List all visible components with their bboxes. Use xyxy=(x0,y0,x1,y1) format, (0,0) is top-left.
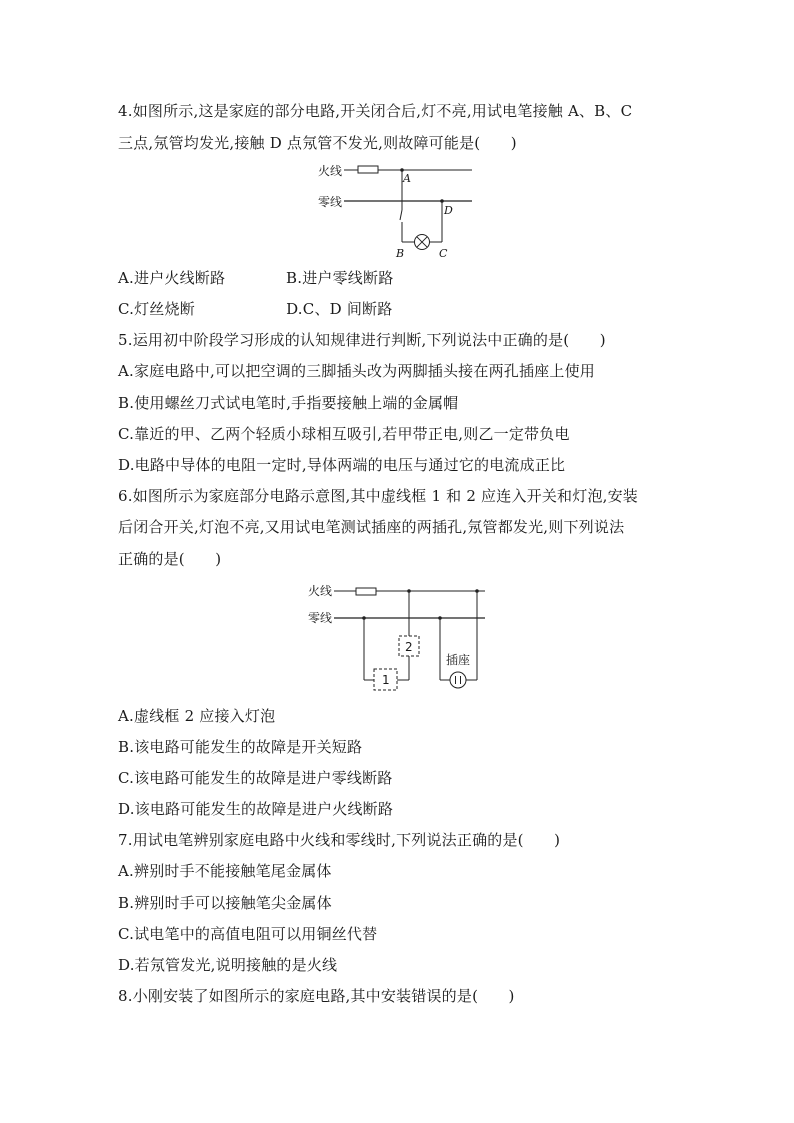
q6-neutral-label: 零线 xyxy=(308,611,333,625)
q6-option-c: C.该电路可能发生的故障是进户零线断路 xyxy=(118,769,393,787)
q4-live-label: 火线 xyxy=(318,164,343,178)
q5-option-d: D.电路中导体的电阻一定时,导体两端的电压与通过它的电流成正比 xyxy=(118,456,566,474)
q6-option-a: A.虚线框 2 应接入灯泡 xyxy=(118,707,276,725)
q7-stem: 7.用试电笔辨别家庭电路中火线和零线时,下列说法正确的是( ) xyxy=(118,831,561,849)
q5-option-a: A.家庭电路中,可以把空调的三脚插头改为两脚插头接在两孔插座上使用 xyxy=(118,362,595,380)
q6-fuse xyxy=(356,588,376,595)
q8-stem: 8.小刚安装了如图所示的家庭电路,其中安装错误的是( ) xyxy=(118,987,515,1005)
q4-options-row1: A.进户火线断路 B.进户零线断路 xyxy=(118,269,394,287)
q4-circuit-figure xyxy=(310,158,480,262)
q4-stem-line2: 三点,氖管均发光,接触 D 点氖管不发光,则故障可能是( ) xyxy=(118,134,517,152)
q4-options-row2: C.灯丝烧断 D.C、D 间断路 xyxy=(118,300,393,318)
q4-neutral-label: 零线 xyxy=(318,195,343,209)
q7-option-b: B.辨别时手可以接触笔尖金属体 xyxy=(118,894,332,912)
q4-stem-line1: 4.如图所示,这是家庭的部分电路,开关闭合后,灯不亮,用试电笔接触 A、B、C xyxy=(118,102,633,120)
q4-point-d: D xyxy=(444,204,453,217)
q7-option-c: C.试电笔中的高值电阻可以用铜丝代替 xyxy=(118,925,378,943)
q4-point-a: A xyxy=(403,172,411,185)
q5-option-b: B.使用螺丝刀式试电笔时,手指要接触上端的金属帽 xyxy=(118,394,459,412)
q6-socket-label: 插座 xyxy=(446,653,471,667)
q6-circuit-figure xyxy=(300,578,495,696)
q7-option-d: D.若氖管发光,说明接触的是火线 xyxy=(118,956,338,974)
q7-option-a: A.辨别时手不能接触笔尾金属体 xyxy=(118,862,332,880)
q6-stem-line1: 6.如图所示为家庭部分电路示意图,其中虚线框 1 和 2 应连入开关和灯泡,安装 xyxy=(118,487,639,505)
q6-stem-line3: 正确的是( ) xyxy=(118,550,222,568)
q4-switch xyxy=(400,210,402,220)
q6-box2-label: 2 xyxy=(405,640,413,654)
q6-stem-line2: 后闭合开关,灯泡不亮,又用试电笔测试插座的两插孔,氖管都发光,则下列说法 xyxy=(118,518,625,536)
q6-box1-label: 1 xyxy=(382,673,390,687)
q4-point-c: C xyxy=(439,247,448,260)
q6-socket-icon xyxy=(450,672,466,688)
q4-point-b: B xyxy=(396,247,405,260)
q5-option-c: C.靠近的甲、乙两个轻质小球相互吸引,若甲带正电,则乙一定带负电 xyxy=(118,425,570,443)
q6-live-label: 火线 xyxy=(308,584,333,598)
q4-fuse xyxy=(358,166,378,173)
q6-option-d: D.该电路可能发生的故障是进户火线断路 xyxy=(118,800,394,818)
q5-stem: 5.运用初中阶段学习形成的认知规律进行判断,下列说法中正确的是( ) xyxy=(118,331,606,349)
q6-option-b: B.该电路可能发生的故障是开关短路 xyxy=(118,738,363,756)
